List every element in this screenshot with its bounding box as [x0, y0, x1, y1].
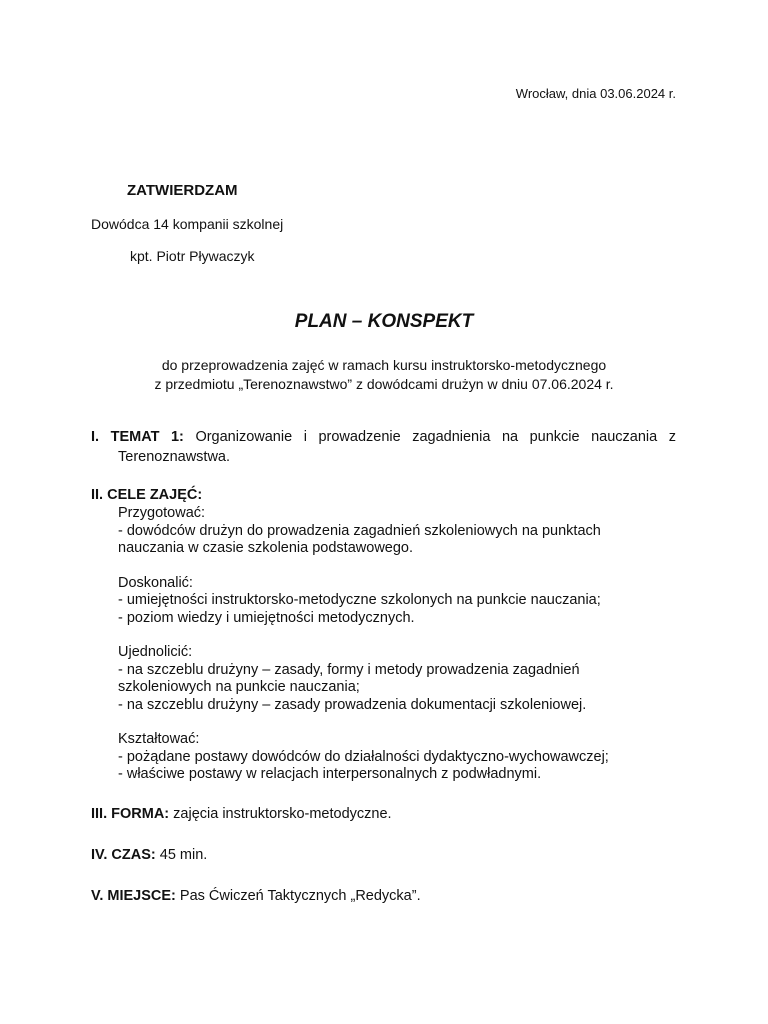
section-place [91, 886, 676, 906]
topic-line-1 [91, 427, 676, 447]
goal-line: - na szczeblu drużyny – zasady prowadzenia dokumentacji szkoleniowej. [118, 696, 587, 713]
goal-group [118, 644, 678, 714]
goal-heading: Doskonalić: [118, 574, 193, 591]
goals-list [118, 505, 678, 801]
goal-line: - poziom wiedzy i umiejętności metodycznych. [118, 609, 415, 626]
goal-group [118, 575, 678, 628]
goal-line: - dowódców drużyn do prowadzenia zagadnień szkoleniowych na punktach [118, 522, 601, 539]
commander-role: Dowódca 14 kompanii szkolnej [91, 216, 284, 232]
goal-heading: Przygotować: [118, 505, 206, 521]
section-topic [91, 427, 676, 467]
form-text: zajęcia instruktorsko-metodyczne. [173, 806, 392, 822]
approval-heading: ZATWIERDZAM [127, 182, 238, 199]
place-label: V. MIEJSCE: [91, 888, 176, 904]
goals-label: II. CELE ZAJĘĆ: [91, 487, 203, 503]
goal-heading: Kształtować: [118, 731, 200, 747]
goal-heading: Ujednolicić: [118, 644, 193, 660]
goal-line: szkoleniowych na punkcie nauczania; [118, 679, 360, 695]
goal-line: - pożądane postawy dowódców do działalności dydaktyczno-wychowawczej; [118, 748, 609, 765]
intro-line-1: do przeprowadzenia zajęć w ramach kursu instruktorsko-metodycznego [161, 357, 607, 373]
topic-label: I. TEMAT 1: [91, 429, 184, 445]
goal-line: - na szczeblu drużyny – zasady, formy i metody prowadzenia zagadnień [118, 661, 580, 678]
goal-group [118, 731, 678, 784]
time-label: IV. CZAS: [91, 847, 156, 863]
document-title: PLAN – KONSPEKT [294, 311, 474, 332]
goal-line: - właściwe postawy w relacjach interpersonalnych z podwładnymi. [118, 766, 542, 782]
intro-line-2: z przedmiotu „Terenoznawstwo” z dowódcami drużyn w dniu 07.06.2024 r. [154, 376, 614, 392]
form-label: III. FORMA: [91, 806, 170, 822]
topic-text: Organizowanie i prowadzenie zagadnienia na punkcie nauczania z [195, 429, 677, 445]
goal-line: nauczania w czasie szkolenia podstawowego. [118, 540, 414, 556]
section-time [91, 845, 676, 865]
goal-line: - umiejętności instruktorsko-metodyczne szkolonych na punkcie nauczania; [118, 592, 601, 608]
date-line: Wrocław, dnia 03.06.2024 r. [515, 86, 676, 101]
section-goals-label [91, 485, 676, 505]
place-text: Pas Ćwiczeń Taktycznych „Redycka”. [179, 888, 421, 904]
topic-line-2: Terenoznawstwa. [118, 449, 231, 465]
commander-name: kpt. Piotr Pływaczyk [130, 248, 255, 264]
section-form [91, 804, 676, 824]
goal-group [118, 505, 678, 558]
time-text: 45 min. [159, 847, 208, 863]
